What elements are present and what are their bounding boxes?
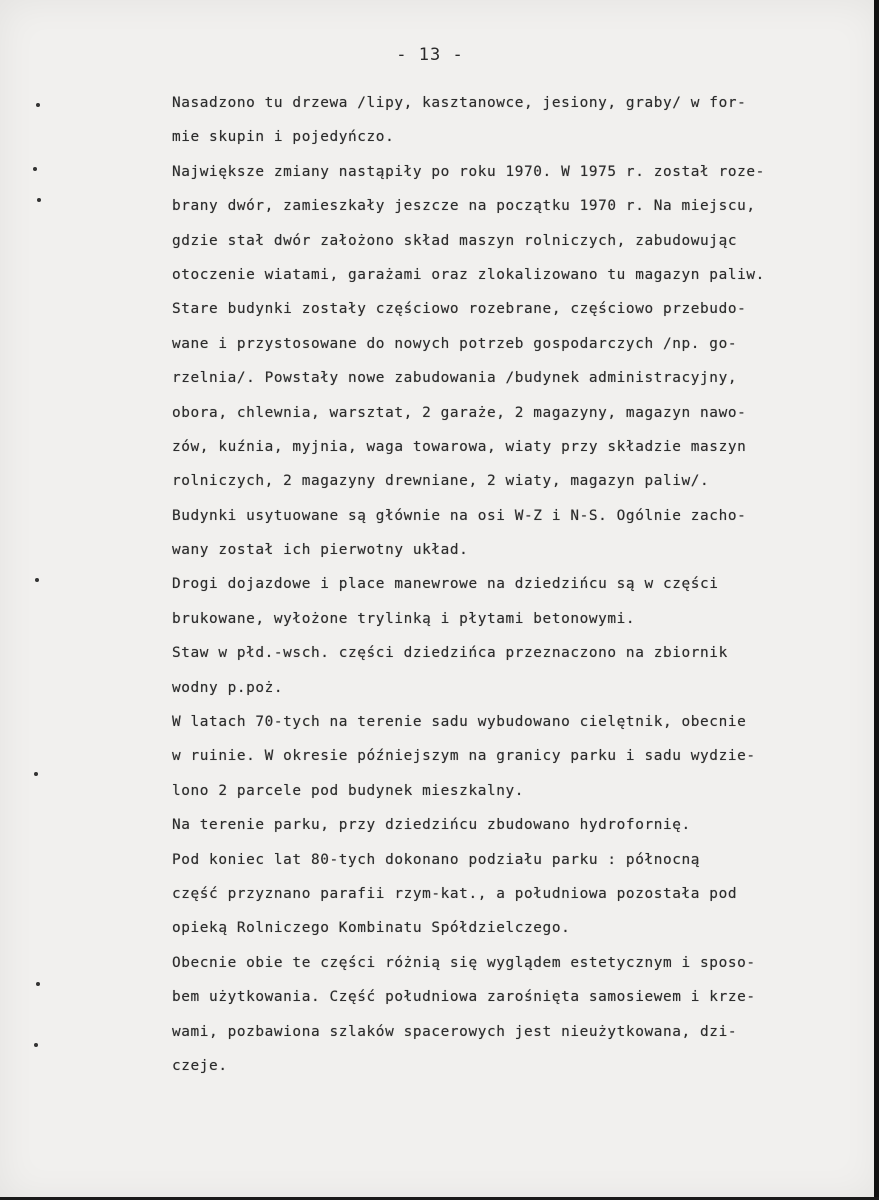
margin-dot <box>33 167 37 171</box>
text-line: czeje. <box>172 1057 228 1074</box>
margin-dot <box>37 198 41 202</box>
text-line: w ruinie. W okresie późniejszym na granicy parku i sadu wydzie- <box>172 748 756 765</box>
text-line: rolniczych, 2 magazyny drewniane, 2 wiaty, magazyn paliw/. <box>172 473 710 490</box>
text-line: Nasadzono tu drzewa /lipy, kasztanowce, jesiony, graby/ w for- <box>172 95 747 111</box>
text-line: Największe zmiany nastąpiły po roku 1970. W 1975 r. został roze- <box>172 163 765 180</box>
text-line: zów, kuźnia, myjnia, waga towarowa, wiaty przy składzie maszyn <box>172 438 747 455</box>
body-text <box>172 86 872 1083</box>
text-line: Na terenie parku, przy dziedzińcu zbudowano hydrofornię. <box>172 817 691 834</box>
text-line: otoczenie wiatami, garażami oraz zlokalizowano tu magazyn paliw. <box>172 266 765 283</box>
text-line: wane i przystosowane do nowych potrzeb gospodarczych /np. go- <box>172 335 738 352</box>
margin-dot <box>36 982 40 986</box>
text-line: Drogi dojazdowe i place manewrowe na dziedzińcu są w części <box>172 576 719 593</box>
text-line: bem użytkowania. Część południowa zarośnięta samosiewem i krze- <box>172 989 756 1006</box>
text-line: lono 2 parcele pod budynek mieszkalny. <box>172 782 525 799</box>
text-line: gdzie stał dwór założono skład maszyn rolniczych, zabudowując <box>172 232 738 249</box>
text-line: mie skupin i pojedyńczo. <box>172 129 395 146</box>
scan-edge-right <box>874 0 879 1200</box>
text-line: wami, pozbawiona szlaków spacerowych jest nieużytkowana, dzi- <box>172 1023 738 1040</box>
margin-dot <box>34 772 38 776</box>
text-line: obora, chlewnia, warsztat, 2 garaże, 2 magazyny, magazyn nawo- <box>172 404 747 421</box>
margin-dot <box>35 578 39 582</box>
text-line: Budynki usytuowane są głównie na osi W-Z i N-S. Ogólnie zacho- <box>172 507 747 524</box>
text-line: brany dwór, zamieszkały jeszcze na początku 1970 r. Na miejscu, <box>172 198 756 215</box>
text-line: brukowane, wyłożone trylinką i płytami betonowymi. <box>172 610 636 627</box>
text-line: część przyznano parafii rzym-kat., a południowa pozostała pod <box>172 885 738 902</box>
text-line: Pod koniec lat 80-tych dokonano podziału parku : północną <box>172 851 701 868</box>
margin-dot <box>34 1043 38 1047</box>
margin-dot <box>36 103 40 107</box>
text-line: Stare budynki zostały częściowo rozebrane, częściowo przebudo- <box>172 301 747 318</box>
text-line: wodny p.poż. <box>172 679 284 696</box>
page-number: - 13 - <box>396 45 464 65</box>
text-line: Obecnie obie te części różnią się wyglądem estetycznym i sposo- <box>172 954 756 971</box>
text-line: W latach 70-tych na terenie sadu wybudowano cielętnik, obecnie <box>172 714 747 731</box>
text-line: opieką Rolniczego Kombinatu Spółdzielczego. <box>172 920 571 937</box>
text-line: rzelnia/. Powstały nowe zabudowania /budynek administracyjny, <box>172 370 738 387</box>
text-line: wany został ich pierwotny układ. <box>172 542 469 559</box>
text-line: Staw w płd.-wsch. części dziedzińca przeznaczono na zbiornik <box>172 645 728 662</box>
